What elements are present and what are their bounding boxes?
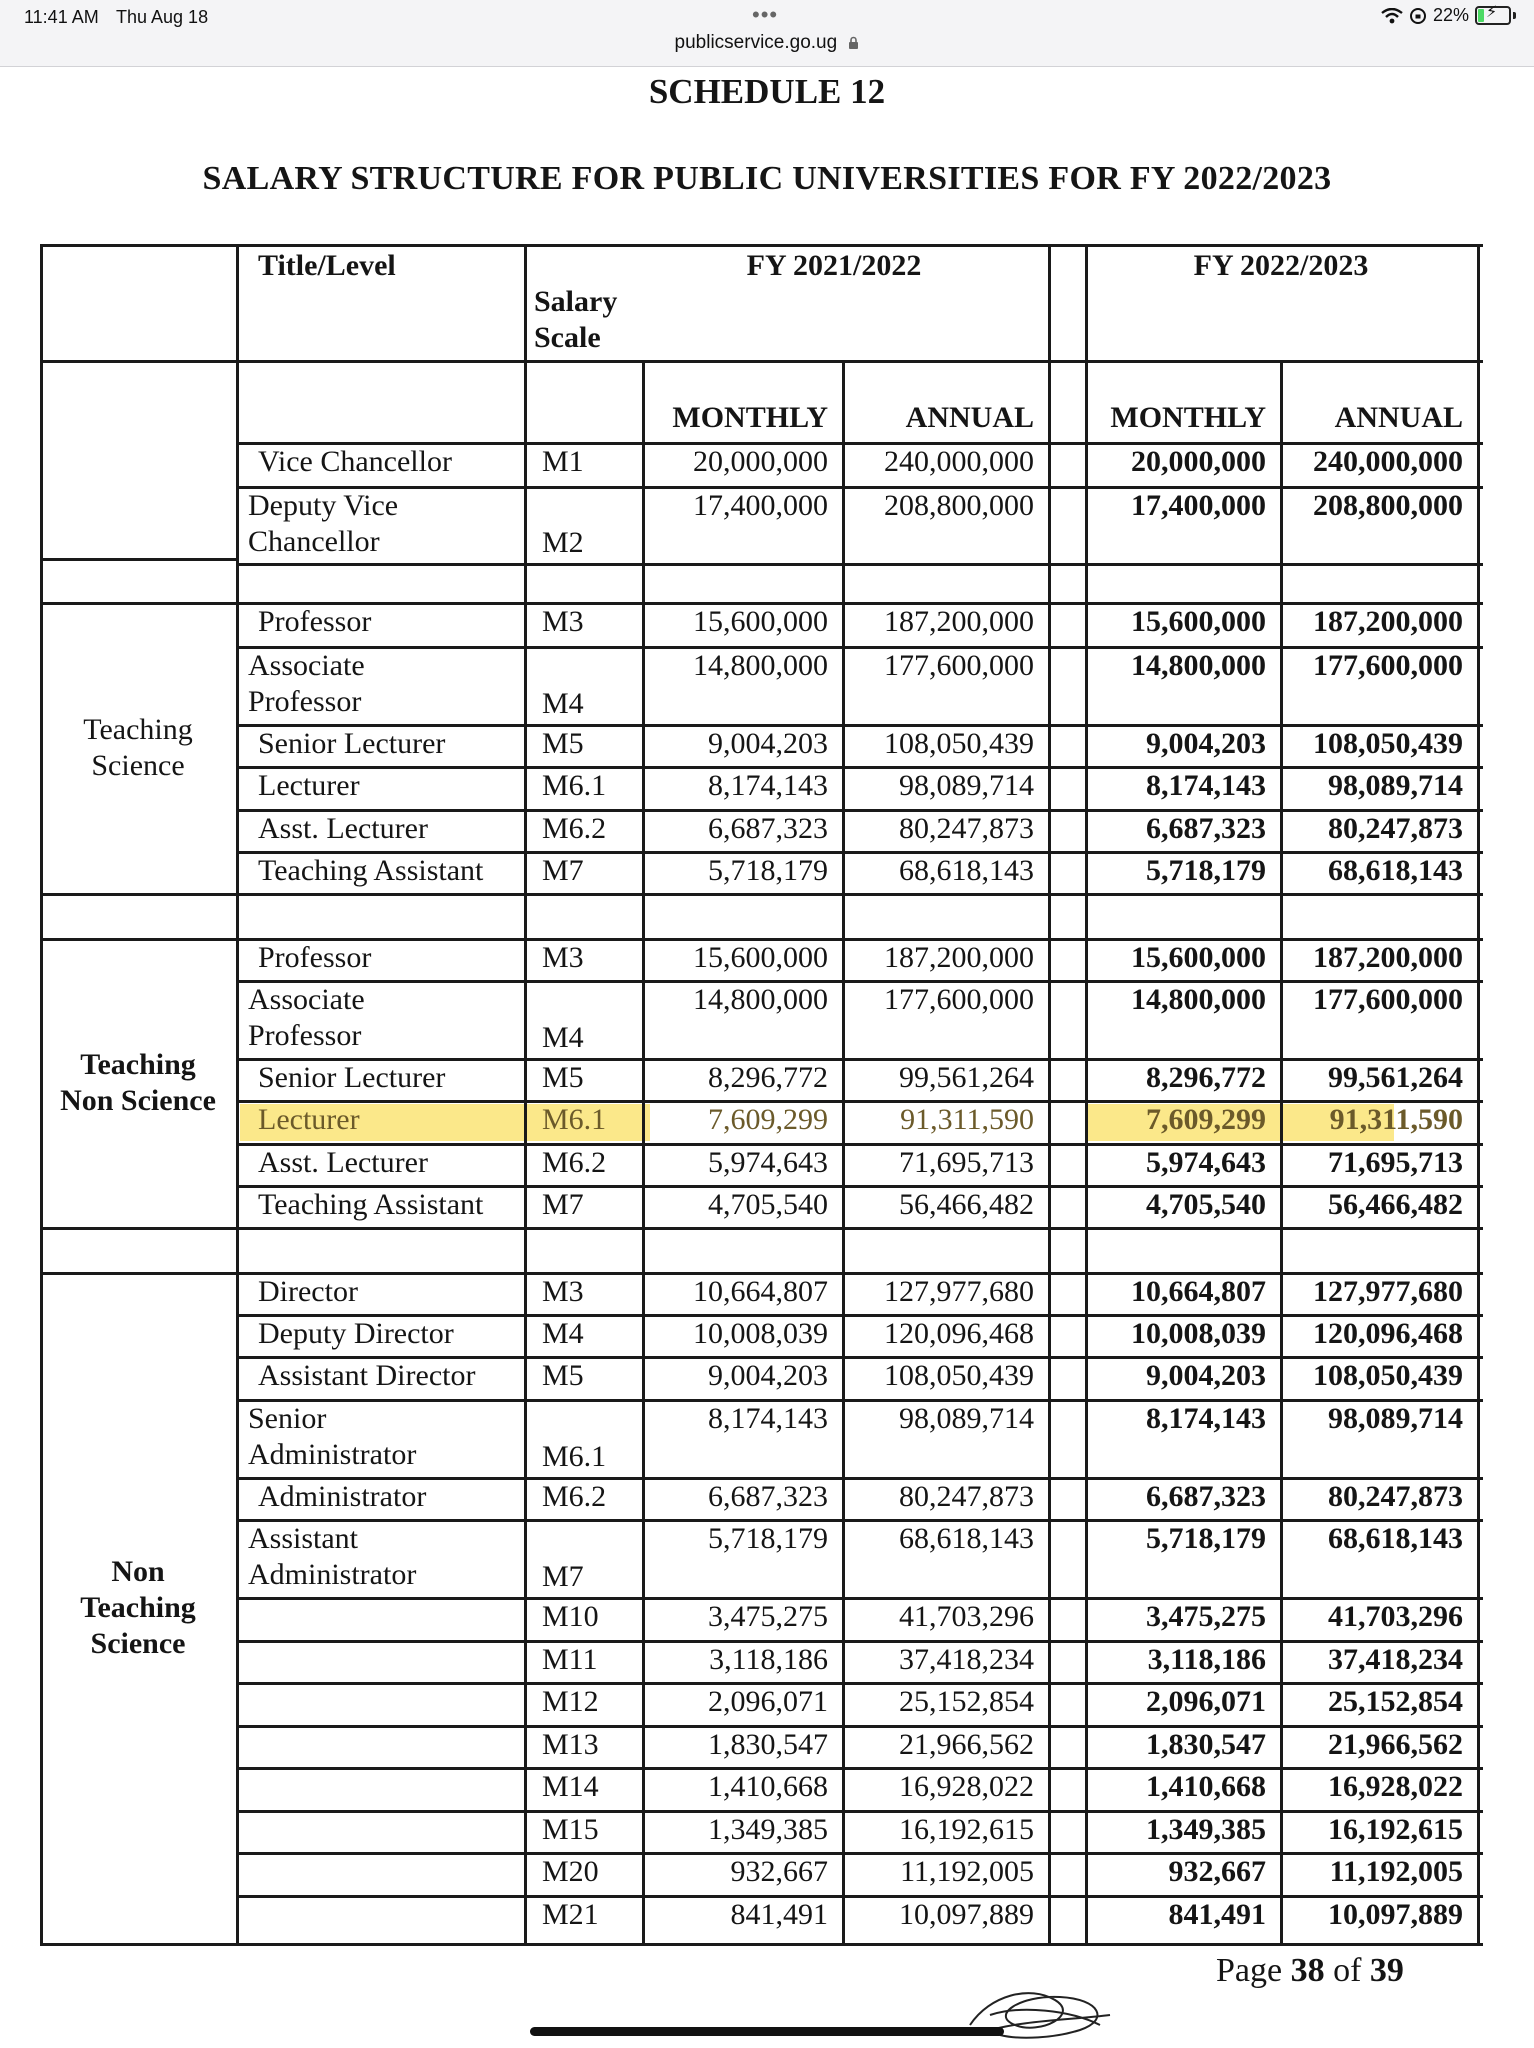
orientation-lock-icon	[1409, 7, 1427, 25]
grid-hline	[40, 244, 1483, 247]
row-annual-2021: 16,928,022	[899, 1770, 1034, 1803]
row-monthly-2021: 8,174,143	[708, 769, 828, 802]
row-monthly-2021: 1,349,385	[708, 1813, 828, 1846]
grid-hline	[236, 563, 1483, 566]
row-title: Teaching Assistant	[258, 1188, 484, 1221]
row-salary-scale: M4	[542, 687, 584, 720]
row-annual-2021: 80,247,873	[899, 812, 1034, 845]
row-salary-scale: M6.1	[542, 1440, 607, 1473]
row-salary-scale: M5	[542, 1061, 584, 1094]
row-title: Assistant Director	[258, 1359, 476, 1392]
row-annual-2022: 98,089,714	[1328, 769, 1463, 802]
row-monthly-2021: 2,096,071	[708, 1685, 828, 1718]
row-monthly-2021: 9,004,203	[708, 727, 828, 760]
row-annual-2021: 80,247,873	[899, 1480, 1034, 1513]
wifi-icon	[1381, 8, 1403, 24]
row-salary-scale: M5	[542, 727, 584, 760]
row-annual-2022: 91,311,590	[1329, 1103, 1463, 1136]
address-bar[interactable]	[0, 32, 1534, 54]
group-teaching-science: Teaching Science	[83, 712, 193, 782]
row-title: Director	[258, 1275, 358, 1308]
row-annual-2022: 21,966,562	[1328, 1728, 1463, 1761]
row-monthly-2021: 10,008,039	[693, 1317, 828, 1350]
header-title-level: Title/Level	[258, 249, 396, 282]
row-annual-2022: 10,097,889	[1328, 1898, 1463, 1931]
row-salary-scale: M21	[542, 1898, 599, 1931]
row-monthly-2021: 5,718,179	[708, 1522, 828, 1555]
row-title: Asst. Lecturer	[258, 1146, 428, 1179]
row-salary-scale: M2	[542, 526, 584, 559]
row-title: Administrator	[258, 1480, 427, 1513]
row-title: Professor	[258, 605, 372, 638]
row-monthly-2022: 5,718,179	[1146, 854, 1266, 887]
row-monthly-2021: 932,667	[730, 1855, 828, 1888]
row-salary-scale: M3	[542, 941, 584, 974]
row-title: Professor	[258, 941, 372, 974]
row-annual-2021: 120,096,468	[884, 1317, 1034, 1350]
row-monthly-2021: 3,118,186	[709, 1643, 828, 1676]
row-annual-2022: 37,418,234	[1328, 1643, 1463, 1676]
header-monthly-prev: MONTHLY	[672, 401, 828, 434]
grid-hline	[40, 1227, 1483, 1230]
row-monthly-2021: 10,664,807	[693, 1275, 828, 1308]
row-monthly-2022: 4,705,540	[1146, 1188, 1266, 1221]
row-salary-scale: M3	[542, 1275, 584, 1308]
row-annual-2022: 120,096,468	[1313, 1317, 1463, 1350]
row-annual-2022: 16,192,615	[1328, 1813, 1463, 1846]
row-monthly-2021: 9,004,203	[708, 1359, 828, 1392]
row-monthly-2021: 4,705,540	[708, 1188, 828, 1221]
row-monthly-2022: 5,974,643	[1146, 1146, 1266, 1179]
row-salary-scale: M12	[542, 1685, 599, 1718]
row-annual-2021: 21,966,562	[899, 1728, 1034, 1761]
row-monthly-2021: 3,475,275	[708, 1600, 828, 1633]
row-monthly-2022: 8,174,143	[1146, 769, 1266, 802]
row-salary-scale: M6.1	[542, 1103, 607, 1136]
row-monthly-2022: 3,475,275	[1146, 1600, 1266, 1633]
row-annual-2022: 108,050,439	[1313, 1359, 1463, 1392]
page-number	[1216, 1952, 1404, 1990]
row-monthly-2021: 14,800,000	[693, 983, 828, 1016]
row-monthly-2022: 8,296,772	[1146, 1061, 1266, 1094]
row-title: Senior Lecturer	[258, 1061, 446, 1094]
row-annual-2021: 240,000,000	[884, 445, 1034, 478]
row-annual-2021: 37,418,234	[899, 1643, 1034, 1676]
signature-scribble	[960, 1985, 1130, 2048]
row-annual-2022: 71,695,713	[1328, 1146, 1463, 1179]
row-salary-scale: M1	[542, 445, 584, 478]
row-annual-2021: 99,561,264	[899, 1061, 1034, 1094]
row-salary-scale: M4	[542, 1021, 584, 1054]
grid-vline	[236, 244, 239, 1946]
row-annual-2021: 71,695,713	[899, 1146, 1034, 1179]
row-annual-2022: 41,703,296	[1328, 1600, 1463, 1633]
row-annual-2022: 25,152,854	[1328, 1685, 1463, 1718]
row-monthly-2022: 9,004,203	[1146, 727, 1266, 760]
row-salary-scale: M20	[542, 1855, 599, 1888]
row-monthly-2022: 14,800,000	[1131, 649, 1266, 682]
page-current: 38	[1290, 1952, 1325, 1989]
row-monthly-2022: 15,600,000	[1131, 941, 1266, 974]
row-monthly-2022: 5,718,179	[1146, 1522, 1266, 1555]
status-date: Thu Aug 18	[116, 7, 209, 27]
grid-vline	[524, 244, 527, 1946]
row-annual-2021: 16,192,615	[899, 1813, 1034, 1846]
row-annual-2022: 56,466,482	[1328, 1188, 1463, 1221]
row-annual-2022: 16,928,022	[1328, 1770, 1463, 1803]
lock-icon	[848, 36, 859, 50]
row-annual-2021: 56,466,482	[899, 1188, 1034, 1221]
row-monthly-2021: 6,687,323	[708, 1480, 828, 1513]
row-annual-2021: 108,050,439	[884, 1359, 1034, 1392]
row-salary-scale: M6.1	[542, 769, 607, 802]
grid-hline	[40, 360, 1483, 363]
salary-table	[40, 244, 1480, 1946]
row-annual-2021: 98,089,714	[899, 1402, 1034, 1435]
header-monthly-curr: MONTHLY	[1110, 401, 1266, 434]
row-monthly-2021: 8,174,143	[708, 1402, 828, 1435]
group-non-teaching-science: Non Teaching Science	[80, 1554, 196, 1660]
row-annual-2021: 41,703,296	[899, 1600, 1034, 1633]
battery-percent: 22%	[1432, 5, 1469, 25]
row-salary-scale: M15	[542, 1813, 599, 1846]
row-title: Senior Lecturer	[258, 727, 446, 760]
url-text: publicservice.go.ug	[674, 32, 838, 53]
home-indicator[interactable]	[530, 2027, 1004, 2036]
row-salary-scale: M4	[542, 1317, 584, 1350]
document-subtitle: SALARY STRUCTURE FOR PUBLIC UNIVERSITIES FOR FY 2022/2023	[202, 160, 1332, 197]
row-monthly-2021: 8,296,772	[708, 1061, 828, 1094]
page-of: of	[1333, 1952, 1362, 1989]
row-salary-scale: M5	[542, 1359, 584, 1392]
row-annual-2021: 68,618,143	[899, 854, 1034, 887]
row-annual-2022: 177,600,000	[1313, 983, 1463, 1016]
header-fy-2022-2023: FY 2022/2023	[1193, 249, 1369, 282]
status-bar	[0, 0, 1534, 67]
page-total: 39	[1369, 1952, 1404, 1989]
row-annual-2021: 10,097,889	[899, 1898, 1034, 1931]
row-annual-2021: 91,311,590	[900, 1103, 1034, 1136]
row-title: Deputy Director	[258, 1317, 454, 1350]
row-monthly-2022: 14,800,000	[1131, 983, 1266, 1016]
row-annual-2022: 98,089,714	[1328, 1402, 1463, 1435]
row-annual-2021: 25,152,854	[899, 1685, 1034, 1718]
row-monthly-2022: 9,004,203	[1146, 1359, 1266, 1392]
header-salary-scale: Salary Scale	[534, 285, 618, 354]
row-monthly-2022: 20,000,000	[1131, 445, 1266, 478]
row-salary-scale: M3	[542, 605, 584, 638]
row-monthly-2022: 6,687,323	[1146, 1480, 1266, 1513]
grid-vline	[1477, 244, 1480, 1946]
status-time: 11:41 AM	[24, 7, 99, 27]
status-icons	[1381, 5, 1516, 26]
row-monthly-2022: 3,118,186	[1147, 1643, 1266, 1676]
row-title: Vice Chancellor	[258, 445, 452, 478]
more-dots-icon[interactable]: •••	[752, 2, 779, 27]
grid-hline	[40, 893, 1483, 896]
row-annual-2022: 99,561,264	[1328, 1061, 1463, 1094]
row-annual-2022: 80,247,873	[1328, 812, 1463, 845]
row-monthly-2022: 15,600,000	[1131, 605, 1266, 638]
row-annual-2022: 177,600,000	[1313, 649, 1463, 682]
row-title: Associate Professor	[248, 983, 365, 1052]
row-annual-2021: 127,977,680	[884, 1275, 1034, 1308]
row-title: Asst. Lecturer	[258, 812, 428, 845]
row-salary-scale: M11	[542, 1643, 598, 1676]
row-monthly-2021: 20,000,000	[693, 445, 828, 478]
row-salary-scale: M6.2	[542, 812, 607, 845]
row-monthly-2022: 1,349,385	[1146, 1813, 1266, 1846]
row-title: Associate Professor	[248, 649, 365, 718]
header-annual-prev: ANNUAL	[905, 401, 1034, 434]
row-monthly-2021: 14,800,000	[693, 649, 828, 682]
row-annual-2021: 208,800,000	[884, 489, 1034, 522]
row-annual-2021: 68,618,143	[899, 1522, 1034, 1555]
row-annual-2022: 80,247,873	[1328, 1480, 1463, 1513]
group-teaching-non-science: Teaching Non Science	[60, 1047, 216, 1117]
row-monthly-2022: 1,410,668	[1146, 1770, 1266, 1803]
row-monthly-2021: 6,687,323	[708, 812, 828, 845]
row-monthly-2022: 6,687,323	[1146, 812, 1266, 845]
row-annual-2022: 187,200,000	[1313, 941, 1463, 974]
row-salary-scale: M14	[542, 1770, 599, 1803]
grid-vline	[1048, 244, 1051, 1946]
row-monthly-2021: 1,830,547	[708, 1728, 828, 1761]
row-title: Deputy Vice Chancellor	[248, 489, 399, 558]
header-fy-2021-2022: FY 2021/2022	[746, 249, 922, 282]
row-monthly-2021: 7,609,299	[708, 1103, 828, 1136]
schedule-title: SCHEDULE 12	[648, 72, 886, 111]
row-title: Teaching Assistant	[258, 854, 484, 887]
grid-hline	[40, 558, 239, 561]
row-annual-2022: 11,192,005	[1329, 1855, 1463, 1888]
row-salary-scale: M7	[542, 1560, 584, 1593]
row-salary-scale: M7	[542, 1188, 584, 1221]
row-annual-2021: 177,600,000	[884, 649, 1034, 682]
row-annual-2021: 98,089,714	[899, 769, 1034, 802]
row-annual-2022: 240,000,000	[1313, 445, 1463, 478]
row-monthly-2022: 1,830,547	[1146, 1728, 1266, 1761]
row-salary-scale: M6.2	[542, 1480, 607, 1513]
grid-hline	[40, 1943, 1483, 1946]
row-salary-scale: M7	[542, 854, 584, 887]
row-monthly-2022: 10,008,039	[1131, 1317, 1266, 1350]
row-monthly-2021: 17,400,000	[693, 489, 828, 522]
row-monthly-2021: 5,718,179	[708, 854, 828, 887]
row-monthly-2022: 841,491	[1168, 1898, 1266, 1931]
row-annual-2021: 177,600,000	[884, 983, 1034, 1016]
row-annual-2021: 11,192,005	[900, 1855, 1034, 1888]
row-salary-scale: M6.2	[542, 1146, 607, 1179]
row-annual-2022: 68,618,143	[1328, 854, 1463, 887]
row-title: Senior Administrator	[248, 1402, 417, 1471]
row-annual-2021: 108,050,439	[884, 727, 1034, 760]
row-monthly-2021: 5,974,643	[708, 1146, 828, 1179]
row-monthly-2022: 932,667	[1168, 1855, 1266, 1888]
row-monthly-2022: 17,400,000	[1131, 489, 1266, 522]
row-annual-2022: 68,618,143	[1328, 1522, 1463, 1555]
row-annual-2022: 187,200,000	[1313, 605, 1463, 638]
row-annual-2022: 127,977,680	[1313, 1275, 1463, 1308]
row-title: Lecturer	[258, 769, 360, 802]
row-annual-2021: 187,200,000	[884, 605, 1034, 638]
row-salary-scale: M10	[542, 1600, 599, 1633]
row-salary-scale: M13	[542, 1728, 599, 1761]
row-title: Assistant Administrator	[248, 1522, 417, 1591]
row-monthly-2021: 1,410,668	[708, 1770, 828, 1803]
battery-icon: ⚡	[1475, 6, 1511, 25]
row-monthly-2021: 841,491	[730, 1898, 828, 1931]
header-annual-curr: ANNUAL	[1334, 401, 1463, 434]
row-annual-2022: 108,050,439	[1313, 727, 1463, 760]
row-annual-2021: 187,200,000	[884, 941, 1034, 974]
page-prefix: Page	[1216, 1952, 1283, 1989]
row-monthly-2022: 2,096,071	[1146, 1685, 1266, 1718]
row-monthly-2021: 15,600,000	[693, 941, 828, 974]
row-title: Lecturer	[258, 1103, 360, 1136]
row-annual-2022: 208,800,000	[1313, 489, 1463, 522]
row-monthly-2022: 7,609,299	[1146, 1103, 1266, 1136]
row-monthly-2021: 15,600,000	[693, 605, 828, 638]
row-monthly-2022: 10,664,807	[1131, 1275, 1266, 1308]
row-monthly-2022: 8,174,143	[1146, 1402, 1266, 1435]
